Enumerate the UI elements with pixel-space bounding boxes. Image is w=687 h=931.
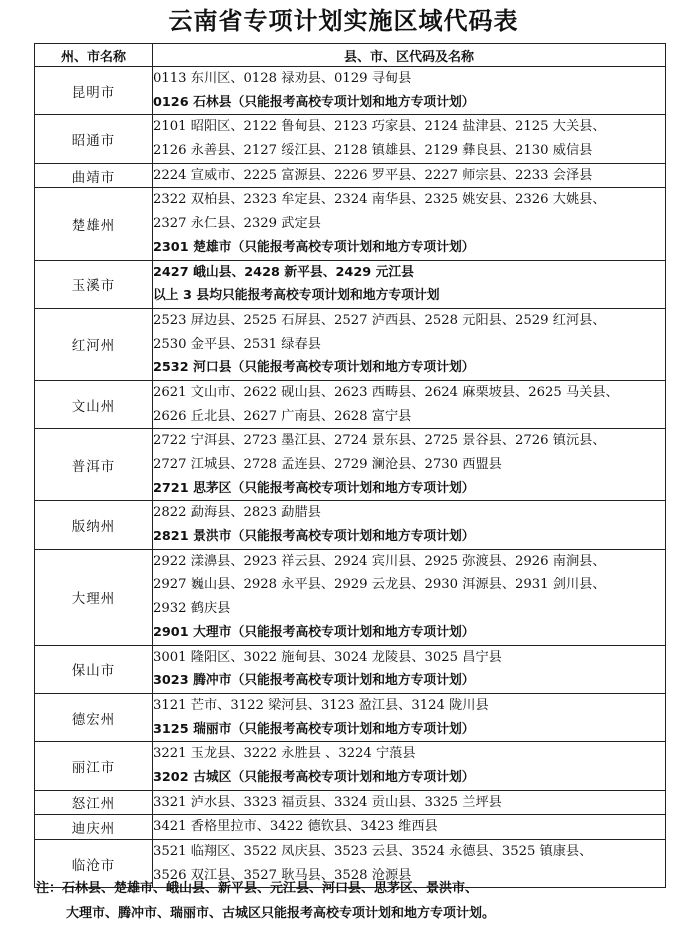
county-line-restricted: 2821 景洪市（只能报考高校专项计划和地方专项计划） — [153, 529, 475, 545]
county-line-restricted: 2901 大理市（只能报考高校专项计划和地方专项计划） — [153, 624, 475, 640]
footnote-line-2: 大理市、腾冲市、瑞丽市、古城区只能报考高校专项计划和地方专项计划。 — [66, 906, 496, 921]
county-list — [153, 115, 666, 163]
table-row — [35, 742, 666, 790]
county-line: 2927 巍山县、2928 永平县、2929 云龙县、2930 洱源县、2931 剑川县、 — [153, 577, 606, 593]
county-line-restricted: 2301 楚雄市（只能报考高校专项计划和地方专项计划） — [153, 239, 475, 255]
county-line-restricted: 2721 思茅区（只能报考高校专项计划和地方专项计划） — [153, 480, 475, 496]
county-line: 2621 文山市、2622 砚山县、2623 西畴县、2624 麻栗坡县、2625 马关县、 — [153, 384, 619, 400]
county-line: 3521 临翔区、3522 凤庆县、3523 云县、3524 永德县、3525 镇康县、 — [153, 844, 593, 859]
table-body — [35, 67, 666, 888]
county-line-restricted: 3125 瑞丽市（只能报考高校专项计划和地方专项计划） — [153, 721, 475, 737]
county-line: 2822 勐海县、2823 勐腊县 — [153, 505, 321, 521]
county-list — [153, 380, 666, 428]
table-row — [35, 549, 666, 645]
county-line-restricted: 2532 河口县（只能报考高校专项计划和地方专项计划） — [153, 360, 475, 376]
page-title: 云南省专项计划实施区域代码表 — [168, 7, 519, 35]
region-name: 曲靖市 — [35, 163, 153, 188]
table-row — [35, 308, 666, 380]
county-list — [153, 188, 666, 260]
county-line: 2126 永善县、2127 绥江县、2128 镇雄县、2129 彝良县、2130 威信县 — [153, 143, 593, 159]
county-line: 2322 双柏县、2323 牟定县、2324 南华县、2325 姚安县、2326 大姚县、 — [153, 192, 606, 208]
region-name: 普洱市 — [35, 429, 153, 501]
county-line: 2327 永仁县、2329 武定县 — [153, 216, 321, 232]
region-name: 丽江市 — [35, 742, 153, 790]
footnote — [36, 876, 667, 926]
county-line: 2722 宁洱县、2723 墨江县、2724 景东县、2725 景谷县、2726 镇沅县、 — [153, 433, 606, 449]
county-list — [153, 742, 666, 790]
region-name: 红河州 — [35, 308, 153, 380]
county-list — [153, 260, 666, 308]
region-name: 昆明市 — [35, 67, 153, 115]
county-list — [153, 308, 666, 380]
county-list — [153, 549, 666, 645]
footnote-line-1: 注：石林县、楚雄市、峨山县、新平县、元江县、河口县、思茅区、景洪市、 — [36, 881, 479, 896]
county-line-restricted: 3202 古城区（只能报考高校专项计划和地方专项计划） — [153, 769, 475, 785]
county-line: 2101 昭阳区、2122 鲁甸县、2123 巧家县、2124 盐津县、2125 大关县、 — [153, 119, 606, 135]
county-line: 3001 隆阳区、3022 施甸县、3024 龙陵县、3025 昌宁县 — [153, 649, 502, 665]
county-line-restricted: 0126 石林县（只能报考高校专项计划和地方专项计划） — [153, 94, 475, 110]
county-line: 2727 江城县、2728 孟连县、2729 澜沧县、2730 西盟县 — [153, 457, 502, 472]
header-region: 州、市名称 — [35, 44, 153, 67]
region-name: 文山州 — [35, 380, 153, 428]
county-line: 2523 屏边县、2525 石屏县、2527 泸西县、2528 元阳县、2529 红河县、 — [153, 312, 606, 328]
county-list — [153, 693, 666, 741]
county-list — [153, 815, 666, 840]
table-row — [35, 501, 666, 549]
county-line: 3421 香格里拉市、3422 德钦县、3423 维西县 — [153, 819, 438, 835]
table-row — [35, 429, 666, 501]
region-name: 迪庆州 — [35, 815, 153, 840]
county-list — [153, 790, 666, 815]
county-line-restricted: 3023 腾冲市（只能报考高校专项计划和地方专项计划） — [153, 673, 475, 689]
county-line: 2626 丘北县、2627 广南县、2628 富宁县 — [153, 408, 412, 424]
county-line: 3526 双江县、3527 耿马县、3528 沧源县 — [153, 867, 412, 883]
table-row — [35, 380, 666, 428]
table-row — [35, 188, 666, 260]
region-name: 保山市 — [35, 645, 153, 693]
county-list — [153, 501, 666, 549]
county-line: 2530 金平县、2531 绿春县 — [153, 336, 321, 352]
region-name: 昭通市 — [35, 115, 153, 163]
region-code-table — [34, 43, 666, 888]
county-line: 2922 漾濞县、2923 祥云县、2924 宾川县、2925 弥渡县、2926 南涧县、 — [153, 553, 606, 569]
region-name: 怒江州 — [35, 790, 153, 815]
region-name: 楚雄州 — [35, 188, 153, 260]
county-line: 3221 玉龙县、3222 永胜县 、3224 宁蒗县 — [153, 746, 416, 762]
header-counties: 县、市、区代码及名称 — [153, 44, 666, 67]
table-row — [35, 67, 666, 115]
county-list — [153, 163, 666, 188]
table-header-row — [35, 44, 666, 67]
table-row — [35, 163, 666, 188]
county-line: 2932 鹤庆县 — [153, 601, 231, 617]
county-line: 3321 泸水县、3323 福贡县、3324 贡山县、3325 兰坪县 — [153, 794, 502, 810]
region-name: 德宏州 — [35, 693, 153, 741]
region-name: 大理州 — [35, 549, 153, 645]
region-name: 玉溪市 — [35, 260, 153, 308]
region-name: 临沧市 — [35, 840, 153, 888]
county-list — [153, 67, 666, 115]
county-list — [153, 645, 666, 693]
table-row — [35, 693, 666, 741]
table-row — [35, 260, 666, 308]
table-row — [35, 645, 666, 693]
table-row — [35, 815, 666, 840]
county-line-restricted: 以上 3 县均只能报考高校专项计划和地方专项计划 — [153, 288, 440, 304]
county-line: 3121 芒市、3122 梁河县、3123 盈江县、3124 陇川县 — [153, 697, 489, 713]
county-list — [153, 429, 666, 501]
table-row — [35, 790, 666, 815]
table-row — [35, 115, 666, 163]
county-line: 2224 宣威市、2225 富源县、2226 罗平县、2227 师宗县、2233 会泽县 — [153, 167, 593, 183]
region-name: 版纳州 — [35, 501, 153, 549]
county-line: 0113 东川区、0128 禄劝县、0129 寻甸县 — [153, 71, 412, 86]
county-line-restricted: 2427 峨山县、2428 新平县、2429 元江县 — [153, 264, 414, 280]
